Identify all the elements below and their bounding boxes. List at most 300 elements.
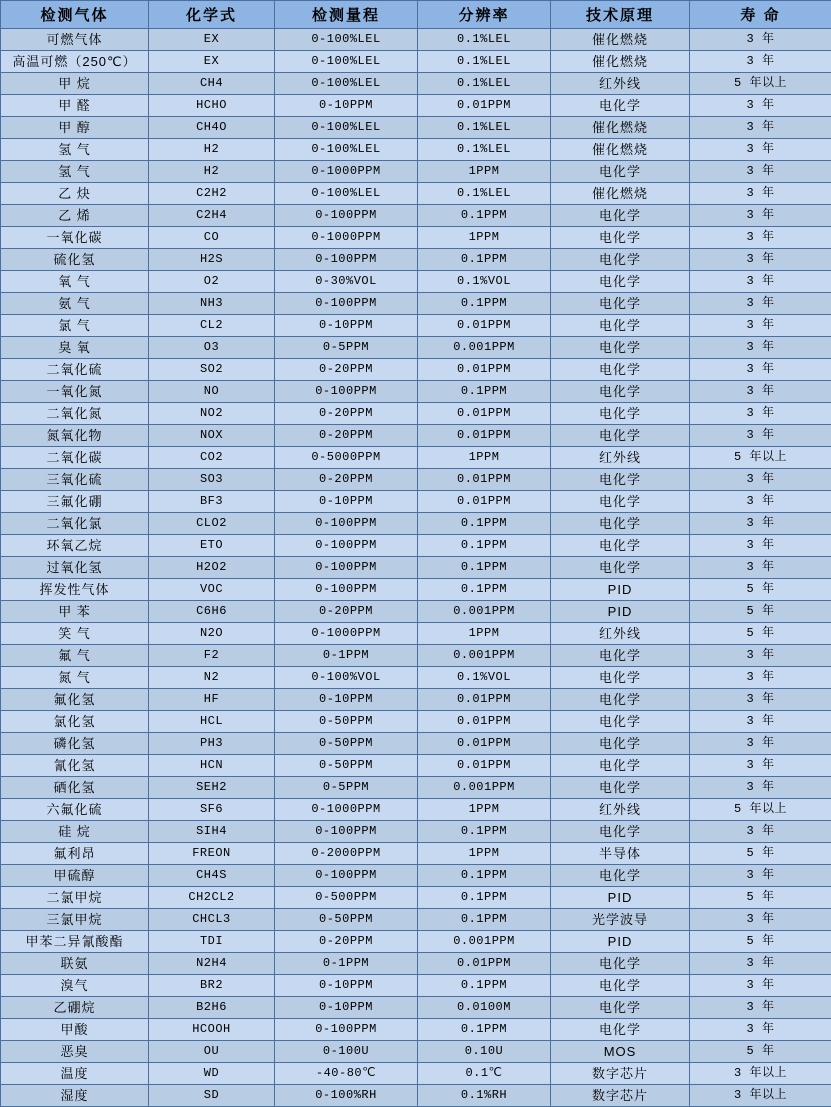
cell-detection-range: 0-5PPM	[275, 777, 418, 799]
cell-technology: 半导体	[551, 843, 690, 865]
cell-gas-name: 六氟化硫	[1, 799, 149, 821]
cell-gas-name: 甲 醇	[1, 117, 149, 139]
cell-chemical-formula: N2O	[149, 623, 275, 645]
cell-technology: MOS	[551, 1041, 690, 1063]
table-row	[1, 953, 831, 975]
cell-technology: 电化学	[551, 755, 690, 777]
cell-technology: PID	[551, 601, 690, 623]
header-chemical-formula: 化学式	[149, 1, 275, 29]
cell-gas-name: 臭 氧	[1, 337, 149, 359]
cell-detection-range: 0-5000PPM	[275, 447, 418, 469]
cell-lifetime: 3 年	[690, 821, 831, 843]
table-row	[1, 293, 831, 315]
cell-detection-range: 0-1000PPM	[275, 227, 418, 249]
cell-technology: 电化学	[551, 359, 690, 381]
cell-resolution: 0.10U	[418, 1041, 551, 1063]
cell-resolution: 0.01PPM	[418, 403, 551, 425]
cell-technology: 电化学	[551, 381, 690, 403]
cell-resolution: 0.1%VOL	[418, 271, 551, 293]
cell-resolution: 0.1%RH	[418, 1085, 551, 1107]
cell-lifetime: 3 年	[690, 403, 831, 425]
cell-detection-range: 0-10PPM	[275, 997, 418, 1019]
cell-gas-name: 乙硼烷	[1, 997, 149, 1019]
cell-resolution: 0.01PPM	[418, 755, 551, 777]
cell-gas-name: 乙 烯	[1, 205, 149, 227]
cell-lifetime: 5 年以上	[690, 73, 831, 95]
cell-technology: 电化学	[551, 777, 690, 799]
cell-technology: PID	[551, 931, 690, 953]
table-row	[1, 887, 831, 909]
cell-lifetime: 5 年	[690, 623, 831, 645]
cell-chemical-formula: H2O2	[149, 557, 275, 579]
table-row	[1, 711, 831, 733]
table-row	[1, 535, 831, 557]
table-row	[1, 249, 831, 271]
cell-lifetime: 3 年	[690, 535, 831, 557]
cell-gas-name: 氨 气	[1, 293, 149, 315]
cell-detection-range: 0-1PPM	[275, 645, 418, 667]
cell-technology: 催化燃烧	[551, 139, 690, 161]
cell-technology: 电化学	[551, 689, 690, 711]
cell-lifetime: 3 年	[690, 491, 831, 513]
cell-detection-range: 0-100U	[275, 1041, 418, 1063]
header-resolution: 分辨率	[418, 1, 551, 29]
cell-lifetime: 3 年	[690, 689, 831, 711]
cell-gas-name: 二氧化氮	[1, 403, 149, 425]
cell-lifetime: 3 年	[690, 337, 831, 359]
table-row	[1, 403, 831, 425]
cell-technology: 电化学	[551, 315, 690, 337]
cell-technology: 催化燃烧	[551, 51, 690, 73]
header-row	[1, 1, 831, 29]
cell-gas-name: 甲 苯	[1, 601, 149, 623]
cell-chemical-formula: NOX	[149, 425, 275, 447]
table-row	[1, 733, 831, 755]
cell-technology: 电化学	[551, 271, 690, 293]
cell-gas-name: 三氯甲烷	[1, 909, 149, 931]
cell-detection-range: 0-100%LEL	[275, 29, 418, 51]
cell-technology: 红外线	[551, 447, 690, 469]
cell-detection-range: 0-100PPM	[275, 381, 418, 403]
cell-lifetime: 3 年	[690, 271, 831, 293]
table-row	[1, 161, 831, 183]
table-row	[1, 843, 831, 865]
cell-technology: 电化学	[551, 953, 690, 975]
cell-gas-name: 二氯甲烷	[1, 887, 149, 909]
table-row	[1, 271, 831, 293]
cell-detection-range: 0-20PPM	[275, 359, 418, 381]
cell-lifetime: 3 年	[690, 139, 831, 161]
cell-lifetime: 3 年	[690, 711, 831, 733]
cell-chemical-formula: WD	[149, 1063, 275, 1085]
table-row	[1, 95, 831, 117]
cell-detection-range: 0-100%LEL	[275, 183, 418, 205]
cell-technology: 电化学	[551, 337, 690, 359]
cell-chemical-formula: F2	[149, 645, 275, 667]
cell-technology: 电化学	[551, 227, 690, 249]
cell-chemical-formula: NH3	[149, 293, 275, 315]
cell-gas-name: 磷化氢	[1, 733, 149, 755]
cell-resolution: 0.1PPM	[418, 513, 551, 535]
cell-detection-range: 0-100PPM	[275, 821, 418, 843]
cell-detection-range: 0-20PPM	[275, 931, 418, 953]
cell-lifetime: 3 年	[690, 51, 831, 73]
table-row	[1, 513, 831, 535]
cell-chemical-formula: H2	[149, 161, 275, 183]
cell-lifetime: 3 年	[690, 315, 831, 337]
cell-chemical-formula: EX	[149, 51, 275, 73]
cell-lifetime: 5 年	[690, 601, 831, 623]
cell-chemical-formula: SO2	[149, 359, 275, 381]
table-row	[1, 469, 831, 491]
cell-detection-range: 0-1000PPM	[275, 161, 418, 183]
cell-technology: 电化学	[551, 205, 690, 227]
cell-technology: 红外线	[551, 799, 690, 821]
table-header	[1, 1, 831, 29]
cell-detection-range: 0-20PPM	[275, 469, 418, 491]
cell-gas-name: 甲苯二异氰酸酯	[1, 931, 149, 953]
cell-resolution: 0.1PPM	[418, 249, 551, 271]
header-lifetime: 寿 命	[690, 1, 831, 29]
cell-gas-name: 三氟化硼	[1, 491, 149, 513]
cell-resolution: 0.01PPM	[418, 359, 551, 381]
cell-detection-range: 0-20PPM	[275, 601, 418, 623]
cell-gas-name: 二氧化硫	[1, 359, 149, 381]
header-technology: 技术原理	[551, 1, 690, 29]
cell-resolution: 0.1PPM	[418, 579, 551, 601]
cell-resolution: 0.001PPM	[418, 337, 551, 359]
table-row	[1, 73, 831, 95]
cell-resolution: 0.001PPM	[418, 777, 551, 799]
cell-resolution: 0.1PPM	[418, 381, 551, 403]
cell-lifetime: 3 年	[690, 359, 831, 381]
cell-technology: PID	[551, 887, 690, 909]
table-row	[1, 1019, 831, 1041]
cell-lifetime: 3 年	[690, 777, 831, 799]
cell-resolution: 0.1PPM	[418, 975, 551, 997]
cell-detection-range: 0-10PPM	[275, 491, 418, 513]
cell-resolution: 0.1%LEL	[418, 73, 551, 95]
cell-lifetime: 3 年	[690, 513, 831, 535]
table-row	[1, 205, 831, 227]
table-row	[1, 623, 831, 645]
cell-resolution: 1PPM	[418, 447, 551, 469]
cell-detection-range: 0-50PPM	[275, 755, 418, 777]
cell-detection-range: 0-100PPM	[275, 1019, 418, 1041]
cell-lifetime: 3 年	[690, 249, 831, 271]
cell-gas-name: 一氧化氮	[1, 381, 149, 403]
table-row	[1, 645, 831, 667]
cell-chemical-formula: HF	[149, 689, 275, 711]
cell-resolution: 0.01PPM	[418, 953, 551, 975]
table-row	[1, 1085, 831, 1107]
cell-chemical-formula: SO3	[149, 469, 275, 491]
cell-lifetime: 3 年	[690, 733, 831, 755]
cell-chemical-formula: SIH4	[149, 821, 275, 843]
cell-detection-range: 0-20PPM	[275, 425, 418, 447]
cell-detection-range: 0-1000PPM	[275, 623, 418, 645]
table-row	[1, 865, 831, 887]
table-row	[1, 315, 831, 337]
cell-technology: 电化学	[551, 645, 690, 667]
cell-technology: 红外线	[551, 623, 690, 645]
cell-chemical-formula: C2H4	[149, 205, 275, 227]
table-row	[1, 557, 831, 579]
cell-chemical-formula: SF6	[149, 799, 275, 821]
cell-chemical-formula: VOC	[149, 579, 275, 601]
cell-detection-range: 0-100PPM	[275, 865, 418, 887]
cell-lifetime: 3 年	[690, 183, 831, 205]
cell-detection-range: 0-1000PPM	[275, 799, 418, 821]
cell-resolution: 0.0100M	[418, 997, 551, 1019]
cell-lifetime: 3 年	[690, 161, 831, 183]
cell-detection-range: 0-2000PPM	[275, 843, 418, 865]
cell-detection-range: 0-100PPM	[275, 579, 418, 601]
cell-detection-range: 0-10PPM	[275, 315, 418, 337]
cell-resolution: 1PPM	[418, 161, 551, 183]
cell-gas-name: 二氧化碳	[1, 447, 149, 469]
cell-gas-name: 氟利昂	[1, 843, 149, 865]
table-row	[1, 975, 831, 997]
cell-technology: 电化学	[551, 161, 690, 183]
cell-lifetime: 3 年	[690, 1019, 831, 1041]
table-row	[1, 51, 831, 73]
table-row	[1, 183, 831, 205]
cell-lifetime: 3 年	[690, 29, 831, 51]
cell-technology: 电化学	[551, 865, 690, 887]
table-row	[1, 821, 831, 843]
cell-chemical-formula: HCHO	[149, 95, 275, 117]
table-row	[1, 579, 831, 601]
cell-technology: 电化学	[551, 557, 690, 579]
cell-detection-range: 0-100PPM	[275, 293, 418, 315]
cell-lifetime: 3 年	[690, 909, 831, 931]
cell-gas-name: 湿度	[1, 1085, 149, 1107]
cell-gas-name: 硅 烷	[1, 821, 149, 843]
cell-chemical-formula: OU	[149, 1041, 275, 1063]
cell-gas-name: 挥发性气体	[1, 579, 149, 601]
cell-gas-name: 甲酸	[1, 1019, 149, 1041]
cell-detection-range: 0-100PPM	[275, 535, 418, 557]
cell-technology: 电化学	[551, 535, 690, 557]
cell-gas-name: 一氧化碳	[1, 227, 149, 249]
cell-chemical-formula: HCOOH	[149, 1019, 275, 1041]
cell-detection-range: 0-50PPM	[275, 909, 418, 931]
cell-lifetime: 3 年	[690, 469, 831, 491]
cell-lifetime: 5 年	[690, 843, 831, 865]
cell-gas-name: 温度	[1, 1063, 149, 1085]
cell-resolution: 0.1%VOL	[418, 667, 551, 689]
table-row	[1, 909, 831, 931]
cell-detection-range: 0-100%LEL	[275, 117, 418, 139]
cell-lifetime: 3 年	[690, 95, 831, 117]
cell-technology: 电化学	[551, 975, 690, 997]
cell-gas-name: 乙 炔	[1, 183, 149, 205]
cell-resolution: 0.1PPM	[418, 293, 551, 315]
cell-chemical-formula: SD	[149, 1085, 275, 1107]
table-row	[1, 227, 831, 249]
cell-detection-range: 0-10PPM	[275, 95, 418, 117]
cell-lifetime: 3 年	[690, 997, 831, 1019]
cell-resolution: 0.001PPM	[418, 645, 551, 667]
cell-lifetime: 3 年	[690, 117, 831, 139]
cell-resolution: 0.1PPM	[418, 535, 551, 557]
cell-gas-name: 二氧化氯	[1, 513, 149, 535]
table-row	[1, 799, 831, 821]
table-row	[1, 139, 831, 161]
cell-chemical-formula: FREON	[149, 843, 275, 865]
cell-chemical-formula: BF3	[149, 491, 275, 513]
table-row	[1, 601, 831, 623]
cell-detection-range: 0-100%LEL	[275, 139, 418, 161]
cell-gas-name: 甲 醛	[1, 95, 149, 117]
cell-lifetime: 3 年	[690, 645, 831, 667]
header-detection-range: 检测量程	[275, 1, 418, 29]
cell-gas-name: 氧 气	[1, 271, 149, 293]
cell-chemical-formula: C2H2	[149, 183, 275, 205]
cell-gas-name: 高温可燃（250℃）	[1, 51, 149, 73]
table-row	[1, 689, 831, 711]
cell-chemical-formula: NO	[149, 381, 275, 403]
cell-resolution: 0.1PPM	[418, 887, 551, 909]
cell-gas-name: 氰化氢	[1, 755, 149, 777]
cell-chemical-formula: SEH2	[149, 777, 275, 799]
cell-technology: 电化学	[551, 491, 690, 513]
cell-detection-range: 0-10PPM	[275, 689, 418, 711]
cell-gas-name: 笑 气	[1, 623, 149, 645]
table-row	[1, 755, 831, 777]
cell-chemical-formula: CH4S	[149, 865, 275, 887]
table-row	[1, 777, 831, 799]
cell-chemical-formula: C6H6	[149, 601, 275, 623]
cell-gas-name: 联氨	[1, 953, 149, 975]
cell-lifetime: 3 年	[690, 557, 831, 579]
cell-technology: 电化学	[551, 733, 690, 755]
cell-resolution: 1PPM	[418, 623, 551, 645]
cell-detection-range: 0-100PPM	[275, 249, 418, 271]
cell-resolution: 0.001PPM	[418, 931, 551, 953]
cell-gas-name: 硫化氢	[1, 249, 149, 271]
cell-chemical-formula: B2H6	[149, 997, 275, 1019]
cell-chemical-formula: H2S	[149, 249, 275, 271]
cell-technology: 电化学	[551, 425, 690, 447]
cell-resolution: 0.1PPM	[418, 1019, 551, 1041]
cell-lifetime: 3 年	[690, 667, 831, 689]
cell-chemical-formula: CHCL3	[149, 909, 275, 931]
cell-technology: 催化燃烧	[551, 183, 690, 205]
cell-gas-name: 硒化氢	[1, 777, 149, 799]
table-row	[1, 997, 831, 1019]
table-row	[1, 667, 831, 689]
cell-gas-name: 氢 气	[1, 139, 149, 161]
cell-technology: 电化学	[551, 997, 690, 1019]
cell-technology: 数字芯片	[551, 1085, 690, 1107]
table-row	[1, 381, 831, 403]
cell-resolution: 1PPM	[418, 799, 551, 821]
cell-lifetime: 5 年以上	[690, 447, 831, 469]
table-row	[1, 491, 831, 513]
cell-detection-range: 0-100PPM	[275, 513, 418, 535]
cell-lifetime: 3 年	[690, 293, 831, 315]
cell-technology: 数字芯片	[551, 1063, 690, 1085]
table-row	[1, 359, 831, 381]
header-gas-name: 检测气体	[1, 1, 149, 29]
cell-detection-range: 0-30%VOL	[275, 271, 418, 293]
cell-chemical-formula: CH4	[149, 73, 275, 95]
cell-gas-name: 氮 气	[1, 667, 149, 689]
cell-chemical-formula: CO	[149, 227, 275, 249]
cell-gas-name: 可燃气体	[1, 29, 149, 51]
cell-lifetime: 5 年	[690, 887, 831, 909]
cell-chemical-formula: CL2	[149, 315, 275, 337]
cell-detection-range: 0-50PPM	[275, 711, 418, 733]
cell-chemical-formula: CO2	[149, 447, 275, 469]
cell-technology: 电化学	[551, 667, 690, 689]
cell-resolution: 0.1%LEL	[418, 51, 551, 73]
cell-detection-range: 0-100%RH	[275, 1085, 418, 1107]
cell-chemical-formula: EX	[149, 29, 275, 51]
cell-detection-range: 0-50PPM	[275, 733, 418, 755]
cell-chemical-formula: PH3	[149, 733, 275, 755]
cell-gas-name: 氟 气	[1, 645, 149, 667]
cell-lifetime: 5 年	[690, 579, 831, 601]
cell-lifetime: 5 年以上	[690, 799, 831, 821]
cell-lifetime: 3 年	[690, 975, 831, 997]
cell-detection-range: 0-1PPM	[275, 953, 418, 975]
cell-technology: 电化学	[551, 469, 690, 491]
cell-resolution: 0.01PPM	[418, 315, 551, 337]
cell-chemical-formula: CH2CL2	[149, 887, 275, 909]
cell-lifetime: 3 年以上	[690, 1063, 831, 1085]
cell-technology: 电化学	[551, 95, 690, 117]
cell-lifetime: 3 年以上	[690, 1085, 831, 1107]
cell-detection-range: 0-500PPM	[275, 887, 418, 909]
cell-technology: 电化学	[551, 249, 690, 271]
cell-technology: 红外线	[551, 73, 690, 95]
cell-gas-name: 氮氧化物	[1, 425, 149, 447]
cell-resolution: 0.001PPM	[418, 601, 551, 623]
cell-detection-range: 0-100PPM	[275, 205, 418, 227]
cell-gas-name: 三氧化硫	[1, 469, 149, 491]
cell-gas-name: 环氧乙烷	[1, 535, 149, 557]
cell-lifetime: 5 年	[690, 931, 831, 953]
cell-resolution: 0.01PPM	[418, 689, 551, 711]
cell-chemical-formula: H2	[149, 139, 275, 161]
cell-lifetime: 3 年	[690, 381, 831, 403]
cell-resolution: 1PPM	[418, 843, 551, 865]
cell-resolution: 0.1℃	[418, 1063, 551, 1085]
cell-chemical-formula: N2	[149, 667, 275, 689]
cell-technology: 催化燃烧	[551, 29, 690, 51]
cell-resolution: 0.1%LEL	[418, 139, 551, 161]
table-row	[1, 337, 831, 359]
cell-gas-name: 氢 气	[1, 161, 149, 183]
cell-chemical-formula: HCN	[149, 755, 275, 777]
cell-chemical-formula: BR2	[149, 975, 275, 997]
cell-detection-range: 0-100%VOL	[275, 667, 418, 689]
cell-technology: 电化学	[551, 1019, 690, 1041]
table-row	[1, 29, 831, 51]
cell-lifetime: 3 年	[690, 227, 831, 249]
cell-technology: 电化学	[551, 513, 690, 535]
cell-resolution: 0.01PPM	[418, 425, 551, 447]
cell-resolution: 0.1PPM	[418, 909, 551, 931]
cell-lifetime: 3 年	[690, 205, 831, 227]
cell-gas-name: 氟化氢	[1, 689, 149, 711]
cell-chemical-formula: N2H4	[149, 953, 275, 975]
cell-chemical-formula: CH4O	[149, 117, 275, 139]
cell-resolution: 0.01PPM	[418, 491, 551, 513]
